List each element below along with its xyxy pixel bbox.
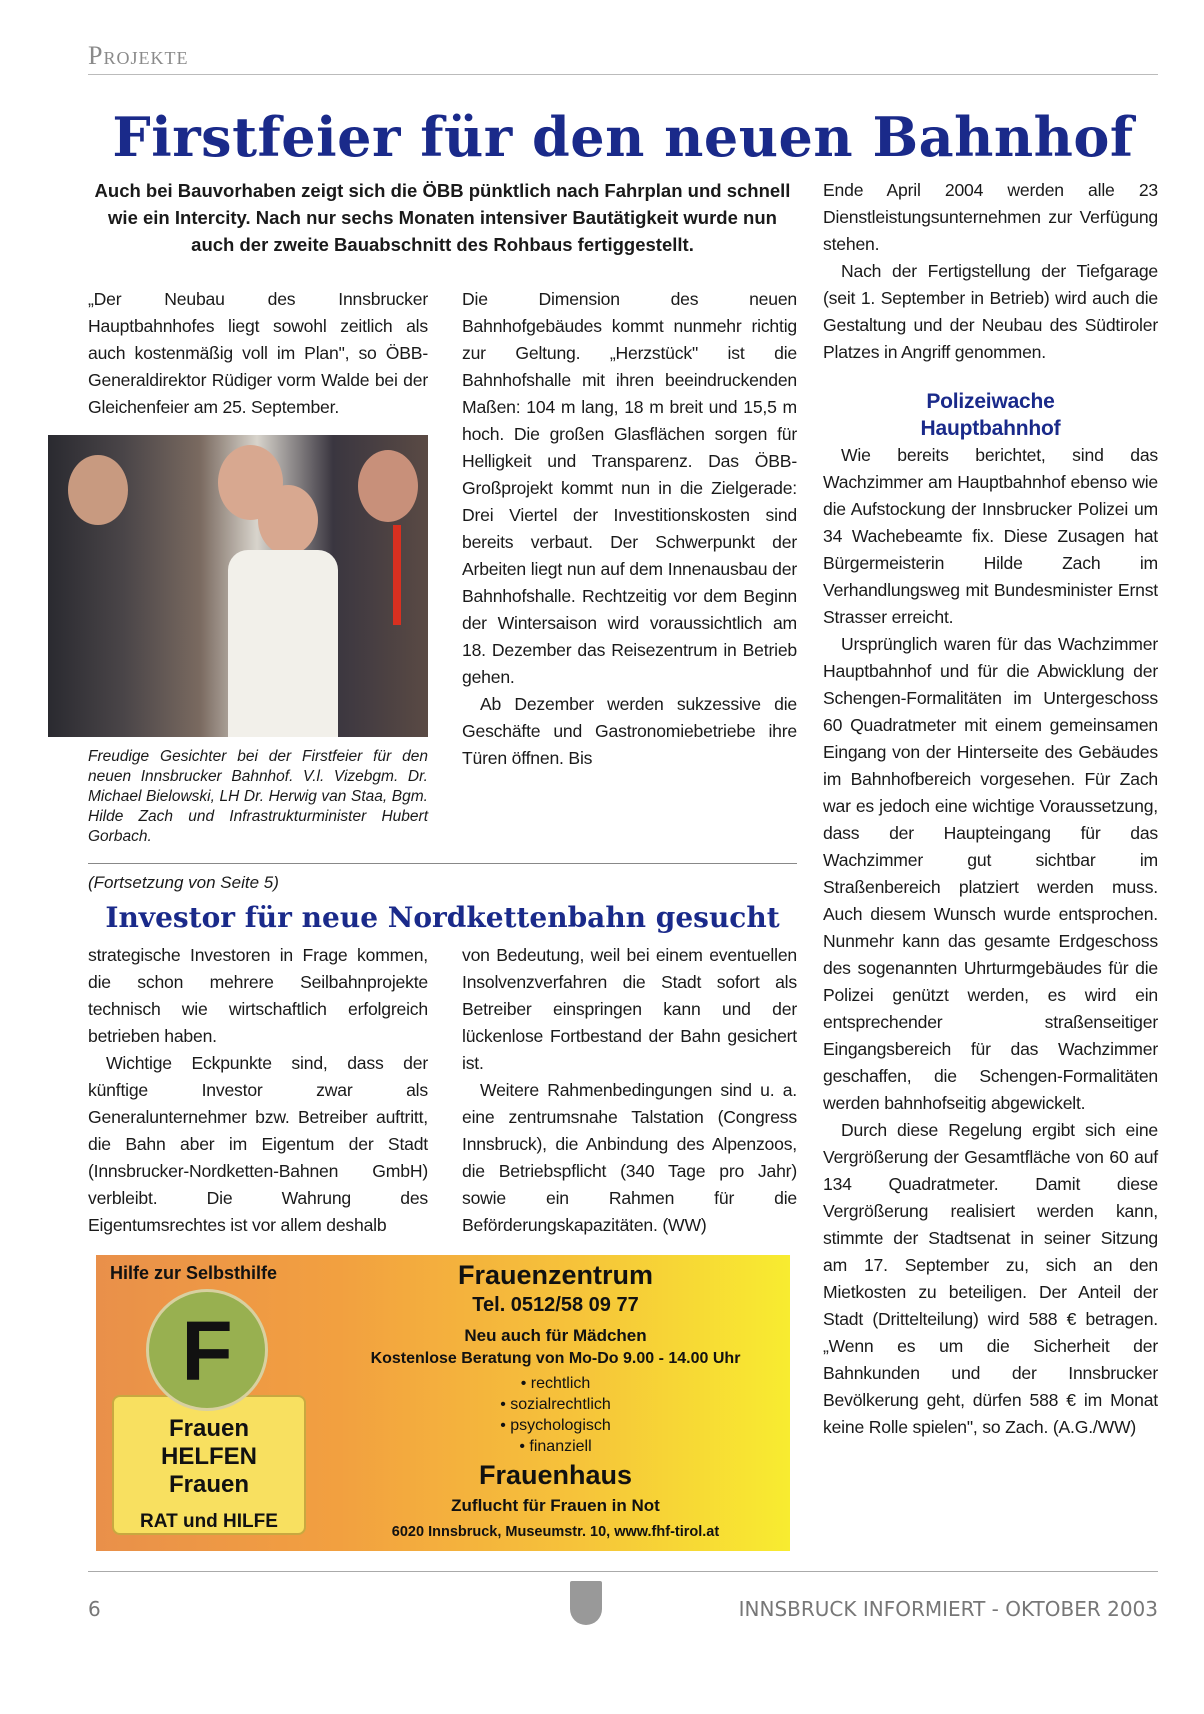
event-photo (48, 435, 428, 737)
page-number: 6 (88, 1597, 101, 1621)
ad-badge: RAT und HILFE (140, 1511, 278, 1532)
logo-circle (146, 1289, 268, 1411)
paragraph: Durch diese Regelung ergibt sich eine Vergrößerung der Gesamtfläche von 60 auf 134 Quadratmeter. Damit diese Vergrößerung realisiert werden kann, stimmte der Stadtsenat in seiner Sitzung am 17. September zu, sich an den Mietkosten zu beteiligen. Der Anteil der Stadt (Drittelteilung) wird 588 € betragen. „Wenn es um die Sicherheit der Bahnkunden und der Innsbrucker Bevölkerung geht, dürfen 588 € im Monat keine Rolle spielen", so Zach. (A.G./WW) (823, 1120, 1158, 1437)
ad-tagline: Hilfe zur Selbsthilfe (110, 1263, 278, 1283)
photo-caption: Freudige Gesichter bei der Firstfeier für den neuen Innsbrucker Bahnhof. V.l. Vizebgm. Dr. Michael Bielowski, LH Dr. Herwig van Staa, Bgm. Hilde Zach und Infrastrukturminister Hubert Gorbach. (88, 748, 428, 845)
logo-text: Frauen (168, 1471, 249, 1498)
ad-phone: Tel. 0512/58 09 77 (472, 1294, 639, 1316)
paragraph: Ende April 2004 werden alle 23 Dienstleistungsunternehmen zur Verfügung stehen. (823, 180, 1158, 254)
footer-divider (88, 1571, 1158, 1572)
logo-letter: F (181, 1304, 233, 1398)
ad-org2-sub: Zuflucht für Frauen in Not (451, 1496, 660, 1515)
logo-text: HELFEN (161, 1443, 257, 1470)
ad-address: 6020 Innsbruck, Museumstr. 10, www.fhf-tirol.at (391, 1524, 720, 1540)
article-column-2 (462, 286, 797, 847)
article2-column-1 (88, 942, 428, 1239)
service: • finanziell (519, 1438, 592, 1455)
paragraph: Ab Dezember werden sukzessive die Geschäfte und Gastronomiebetriebe ihre Türen öffnen. Bis (462, 694, 797, 768)
article-lead: Auch bei Bauvorhaben zeigt sich die ÖBB pünktlich nach Fahrplan und schnell wie ein Intercity. Nach nur sechs Monaten intensiver Bautätigkeit wurde nun auch der zweite Bauabschnitt des Rohbaus fertiggestellt. (94, 180, 791, 255)
ad-org1: Frauenzentrum (457, 1260, 654, 1290)
publication-name: INNSBRUCK INFORMIERT - OKTOBER 2003 (738, 1597, 1158, 1621)
paragraph: Weitere Rahmenbedingungen sind u. a. eine zentrumsnahe Talstation (Congress Innsbruck), die Anbindung des Alpenzoos, die Betriebspflicht (340 Tage pro Jahr) sowie ein Rahmen für die Beförderungskapazitäten. (WW) (462, 1080, 797, 1235)
paragraph: „Der Neubau des Innsbrucker Hauptbahnhofes liegt sowohl zeitlich als auch kostenmäßig voll im Plan", so ÖBB-Generaldirektor Rüdiger vorm Walde bei der Gleichenfeier am 25. September. (88, 289, 428, 417)
logo-text: Frauen (168, 1415, 249, 1442)
article2-title: Investor für neue Nordkettenbahn gesucht (105, 901, 780, 934)
ad-new: Neu auch für Mädchen (464, 1326, 647, 1345)
city-coat-of-arms-icon (570, 1581, 602, 1625)
paragraph: Ursprünglich waren für das Wachzimmer Hauptbahnhof und für die Abwicklung der Schengen-Formalitäten im Untergeschoss 60 Quadratmeter mit einem gemeinsamen Eingang von der Hinterseite des Gebäudes im Bahnhofbereich vorgesehen. Für Zach war es jedoch eine wichtige Voraussetzung, dass der Haupteingang für das Wachzimmer gut sichtbar im Straßenbereich platziert werden muss. Auch diesem Wunsch wurde entsprochen. Nunmehr kann das gesamte Erdgeschoss des sogenannten Uhrturmgebäudes für die Polizei genützt werden, es wird ein entsprechender straßenseitiger Eingangsbereich für das Wachzimmer geschaffen, die Schengen-Formalitäten werden bahnhofseitig abgewickelt. (823, 634, 1158, 1113)
header-divider (88, 74, 1158, 75)
article-column-1 (88, 286, 428, 421)
article2-column-2 (462, 942, 797, 1239)
section-label: Projekte (88, 41, 189, 70)
article-column-3 (823, 177, 1158, 1551)
subheading: Polizeiwache Hauptbahnhof (920, 390, 1061, 440)
paragraph: Nach der Fertigstellung der Tiefgarage (seit 1. September in Betrieb) wird auch die Gestaltung und der Neubau des Südtiroler Platzes in Angriff genommen. (823, 261, 1158, 362)
service: • rechtlich (520, 1375, 591, 1392)
article-title: Firstfeier für den neuen Bahnhof (112, 105, 1134, 169)
paragraph: strategische Investoren in Frage kommen, die schon mehrere Seilbahnprojekte technisch wie wirtschaftlich erfolgreich betrieben haben. (88, 945, 428, 1046)
article-divider (88, 863, 797, 864)
ad-services (321, 1373, 790, 1457)
continuation-note: (Fortsetzung von Seite 5) (88, 873, 279, 892)
paragraph: Die Dimension des neuen Bahnhofgebäudes kommt nunmehr richtig zur Geltung. „Herzstück" ist die Bahnhofshalle mit ihren beeindruckenden Maßen: 104 m lang, 18 m breit und 15,5 m hoch. Die großen Glasflächen sorgen für Helligkeit und Transparenz. Das ÖBB-Großprojekt kommt nun in die Zielgerade: Drei Viertel der Investitionskosten sind bereits verbaut. Der Schwerpunkt der Arbeiten liegt nun auf dem Innenausbau der Bahnhofshalle. Rechtzeitig vor dem Beginn der Wintersaison wird voraussichtlich am 18. Dezember das Reisezentrum in Betrieb gehen. (462, 289, 797, 687)
advertisement (96, 1255, 790, 1551)
service: • psychologisch (500, 1417, 611, 1434)
ad-consult: Kostenlose Beratung von Mo-Do 9.00 - 14.00 Uhr (370, 1350, 741, 1367)
ad-org2: Frauenhaus (478, 1460, 633, 1490)
paragraph: Wie bereits berichtet, sind das Wachzimmer am Hauptbahnhof ebenso wie die Aufstockung der Innsbrucker Polizei um 34 Wachebeamte fix. Diese Zusagen hat Bürgermeisterin Hilde Zach im Verhandlungsweg mit Bundesminister Ernst Strasser erreicht. (823, 445, 1158, 627)
paragraph: Wichtige Eckpunkte sind, dass der künftige Investor zwar als Generalunternehmer bzw. Betreiber auftritt, die Bahn aber im Eigentum der Stadt (Innsbrucker-Nordketten-Bahnen GmbH) verbleibt. Die Wahrung des Eigentumsrechtes ist vor allem deshalb (88, 1053, 428, 1235)
service: • sozialrechtlich (500, 1396, 611, 1413)
paragraph: von Bedeutung, weil bei einem eventuellen Insolvenzverfahren die Stadt sofort als Betreiber einspringen kann und der lückenlose Fortbestand der Bahn gesichert ist. (462, 945, 797, 1073)
